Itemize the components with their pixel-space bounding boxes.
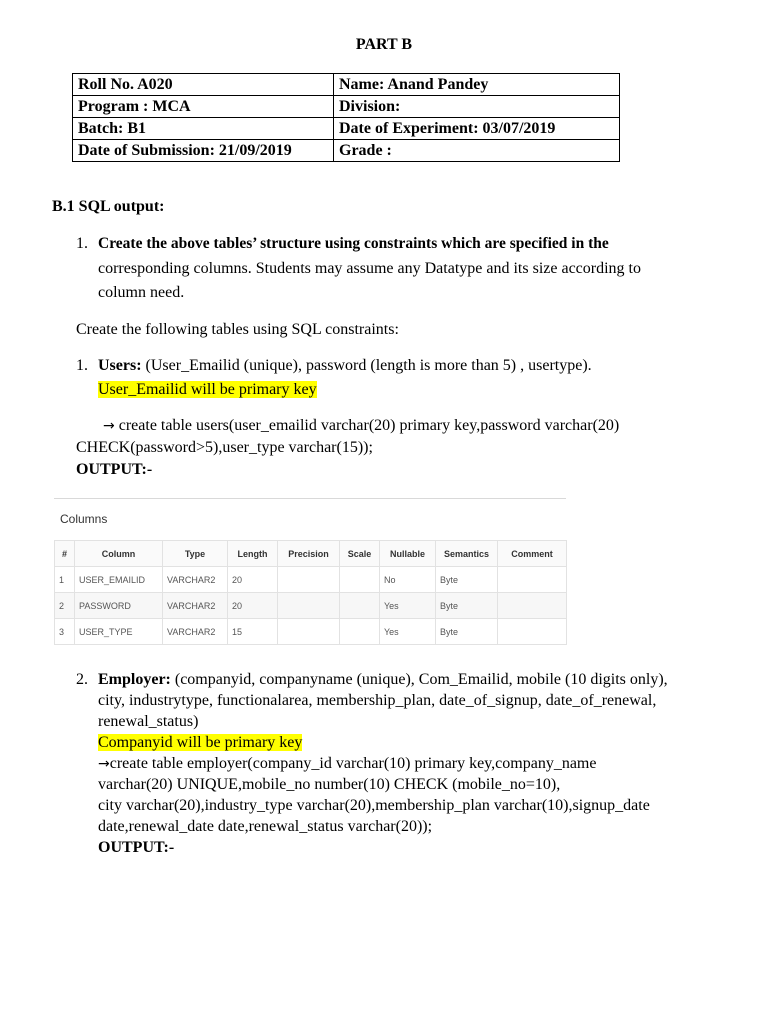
employer-description-line2: city, industrytype, functionalarea, membership_plan, date_of_signup, date_of_renewal, (98, 692, 657, 709)
name-cell: Name: Anand Pandey (334, 74, 620, 96)
col-header-scale: Scale (340, 541, 380, 567)
users-columns: (User_Emailid (unique), password (length is more than 5) , usertype). (141, 357, 592, 374)
cell: Yes (380, 619, 436, 645)
table-row (55, 567, 567, 593)
cell (340, 567, 380, 593)
employer-table-name: Employer: (98, 671, 171, 688)
cell (278, 619, 340, 645)
cell: 20 (228, 593, 278, 619)
header-row (55, 541, 567, 567)
cell: 2 (55, 593, 75, 619)
cell: Byte (436, 619, 498, 645)
table-row (55, 619, 567, 645)
sql-text: create table employer(company_id varchar(10) primary key,company_name (109, 755, 597, 772)
grade-cell: Grade : (334, 140, 620, 162)
cell: VARCHAR2 (163, 567, 228, 593)
highlight: User_Emailid will be primary key (98, 381, 317, 398)
page-title: PART B (355, 36, 413, 53)
col-header-column: Column (75, 541, 163, 567)
col-header-semantics: Semantics (436, 541, 498, 567)
cell: 1 (55, 567, 75, 593)
arrow-right-icon: → (103, 418, 115, 434)
batch-cell: Batch: B1 (73, 118, 334, 140)
col-header-length: Length (228, 541, 278, 567)
cell (340, 619, 380, 645)
col-header-comment: Comment (498, 541, 567, 567)
sql-text: create table users(user_emailid varchar(20) primary key,password varchar(20) (114, 417, 620, 434)
cell: Yes (380, 593, 436, 619)
users-primary-key-note (98, 378, 317, 402)
col-header-nullable: Nullable (380, 541, 436, 567)
table-row (73, 96, 620, 118)
cell (498, 567, 567, 593)
col-header-type: Type (163, 541, 228, 567)
cell (340, 593, 380, 619)
cell: No (380, 567, 436, 593)
employer-output-label: OUTPUT:- (98, 839, 175, 856)
item1-line1: Create the above tables’ structure using constraints which are specified in the (98, 235, 609, 252)
cell: Byte (436, 567, 498, 593)
employer-sql-line2: varchar(20) UNIQUE,mobile_no number(10) CHECK (mobile_no=10), (98, 776, 561, 793)
cell (498, 593, 567, 619)
users-sql-line1 (103, 414, 619, 438)
arrow-right-icon: → (98, 756, 110, 772)
cell: Byte (436, 593, 498, 619)
cell: 15 (228, 619, 278, 645)
users-description (98, 354, 592, 378)
col-header-precision: Precision (278, 541, 340, 567)
columns-grid (54, 498, 566, 648)
cell: USER_TYPE (75, 619, 163, 645)
table-row (55, 593, 567, 619)
table-row (73, 118, 620, 140)
program-cell: Program : MCA (73, 96, 334, 118)
cell: 20 (228, 567, 278, 593)
cell (278, 593, 340, 619)
division-cell: Division: (334, 96, 620, 118)
experiment-date-cell: Date of Experiment: 03/07/2019 (334, 118, 620, 140)
cell: USER_EMAILID (75, 567, 163, 593)
cell: VARCHAR2 (163, 619, 228, 645)
student-info-table (72, 73, 620, 162)
intro-text: Create the following tables using SQL constraints: (76, 321, 399, 338)
table-row (73, 140, 620, 162)
columns-table (54, 540, 567, 645)
users-number: 1. (76, 357, 88, 374)
employer-columns: (companyid, companyname (unique), Com_Emailid, mobile (10 digits only), (170, 671, 668, 688)
item1-number: 1. (76, 235, 88, 252)
table-row (73, 74, 620, 96)
section-heading: B.1 SQL output: (52, 198, 165, 215)
users-sql-line2: CHECK(password>5),user_type varchar(15)); (76, 439, 373, 456)
item1-line3: column need. (98, 284, 185, 301)
cell (498, 619, 567, 645)
users-output-label: OUTPUT:- (76, 461, 153, 478)
submission-date-cell: Date of Submission: 21/09/2019 (73, 140, 334, 162)
employer-sql-line4: date,renewal_date date,renewal_status varchar(20)); (98, 818, 433, 835)
employer-number: 2. (76, 671, 88, 688)
cell: VARCHAR2 (163, 593, 228, 619)
users-table-name: Users: (98, 357, 142, 374)
cell (278, 567, 340, 593)
col-header-number: # (55, 541, 75, 567)
cell: PASSWORD (75, 593, 163, 619)
item1-line2: corresponding columns. Students may assume any Datatype and its size according to (98, 260, 641, 277)
grid-title: Columns (60, 512, 108, 526)
employer-sql-line3: city varchar(20),industry_type varchar(20),membership_plan varchar(10),signup_date (98, 797, 650, 814)
roll-number-cell: Roll No. A020 (73, 74, 334, 96)
highlight: Companyid will be primary key (98, 734, 303, 751)
employer-description-line3: renewal_status) (98, 713, 199, 730)
divider (54, 498, 566, 499)
cell: 3 (55, 619, 75, 645)
